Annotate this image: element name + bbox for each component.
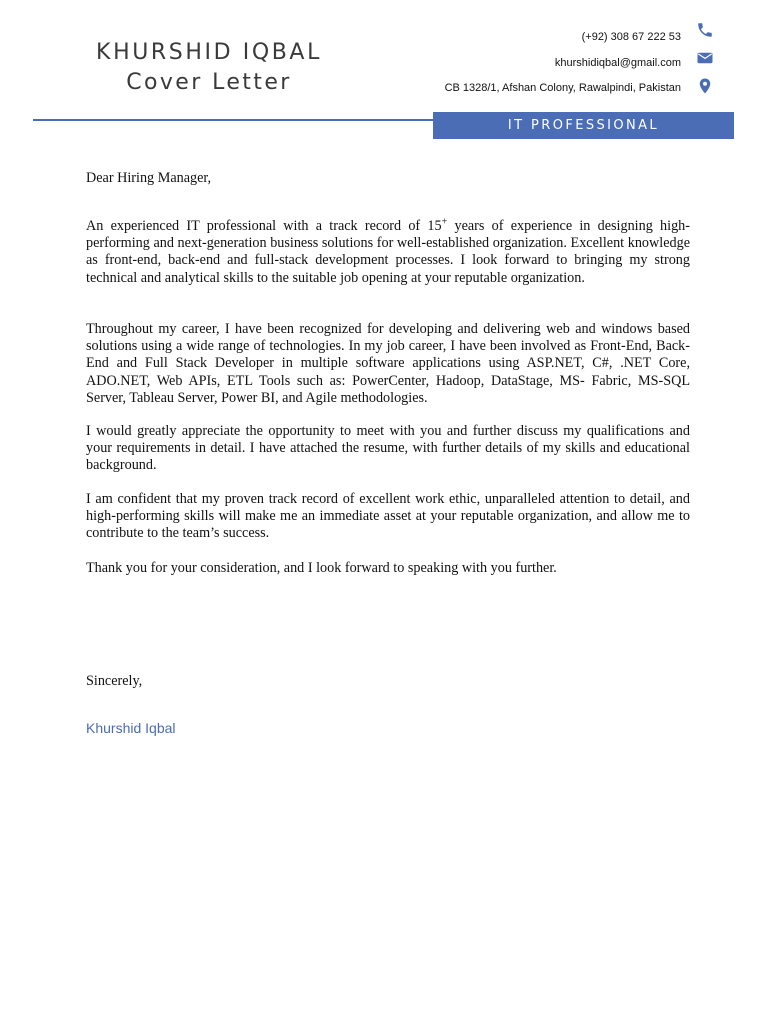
paragraph-5-text: Thank you for your consideration, and I look forward to speaking with you further. <box>86 560 557 576</box>
name-block <box>94 38 324 98</box>
paragraph-2-text: Throughout my career, I have been recognized for developing and delivering web and windows based solutions using a wide range of technologies. In my job career, I have been involved as Front-End, Back-End and Full Stack Developer in multiple software applications using ASP.NET, C#, .NET Core, ADO.NET, Web APIs, ETL Tools such as: PowerCenter, Hadoop, DataStage, MS- Fabric, MS-SQL Server, Tableau Server, Power BI, and Agile methodologies. <box>86 321 690 406</box>
letter-paragraph-3 <box>86 423 690 475</box>
paragraph-4-text: I am confident that my proven track record of excellent work ethic, unparalleled attention to detail, and high-performing skills will make me an immediate asset at your reputable organization, and allow me to contribute to the team’s success. <box>86 491 690 542</box>
letter-salutation <box>86 170 690 187</box>
paragraph-1-text <box>86 218 690 287</box>
letter-paragraph-1 <box>86 218 690 287</box>
closing-text: Sincerely, <box>86 673 143 689</box>
paragraph-1-superscript: + <box>441 216 448 228</box>
envelope-icon <box>696 49 714 67</box>
header-divider <box>33 119 433 121</box>
letter-paragraph-5 <box>86 560 690 577</box>
contact-phone: (+92) 308 67 222 53 <box>581 31 681 43</box>
phone-icon <box>696 21 714 39</box>
paragraph-3-text: I would greatly appreciate the opportunity to meet with you and further discuss my qualifications and your requirements in detail. I have attached the resume, with further details of my skills and educational background. <box>86 423 690 474</box>
paragraph-1-start: An experienced IT professional with a track record of 15 <box>86 218 442 234</box>
role-banner: IT PROFESSIONAL <box>433 112 734 139</box>
applicant-name: KHURSHID IQBAL <box>96 40 322 65</box>
location-pin-icon <box>696 77 714 95</box>
letter-closing <box>86 673 690 690</box>
contact-email[interactable]: khurshidiqbal@gmail.com <box>554 57 681 69</box>
document-subtitle: Cover Letter <box>126 70 292 95</box>
letter-paragraph-4 <box>86 491 690 543</box>
salutation-text: Dear Hiring Manager, <box>86 170 212 186</box>
paragraph-1-end: years of experience in designing high-performing and next-generation business solutions for well-established organization. Excellent knowledge as front-end, back-end and full-stack development processes. I look forward to bringing my strong technical and analytical skills to the suitable job opening at your reputable organization. <box>86 218 690 286</box>
contact-address: CB 1328/1, Afshan Colony, Rawalpindi, Pakistan <box>444 82 681 94</box>
signature-name: Khurshid Iqbal <box>86 720 176 736</box>
letter-paragraph-2 <box>86 321 690 407</box>
